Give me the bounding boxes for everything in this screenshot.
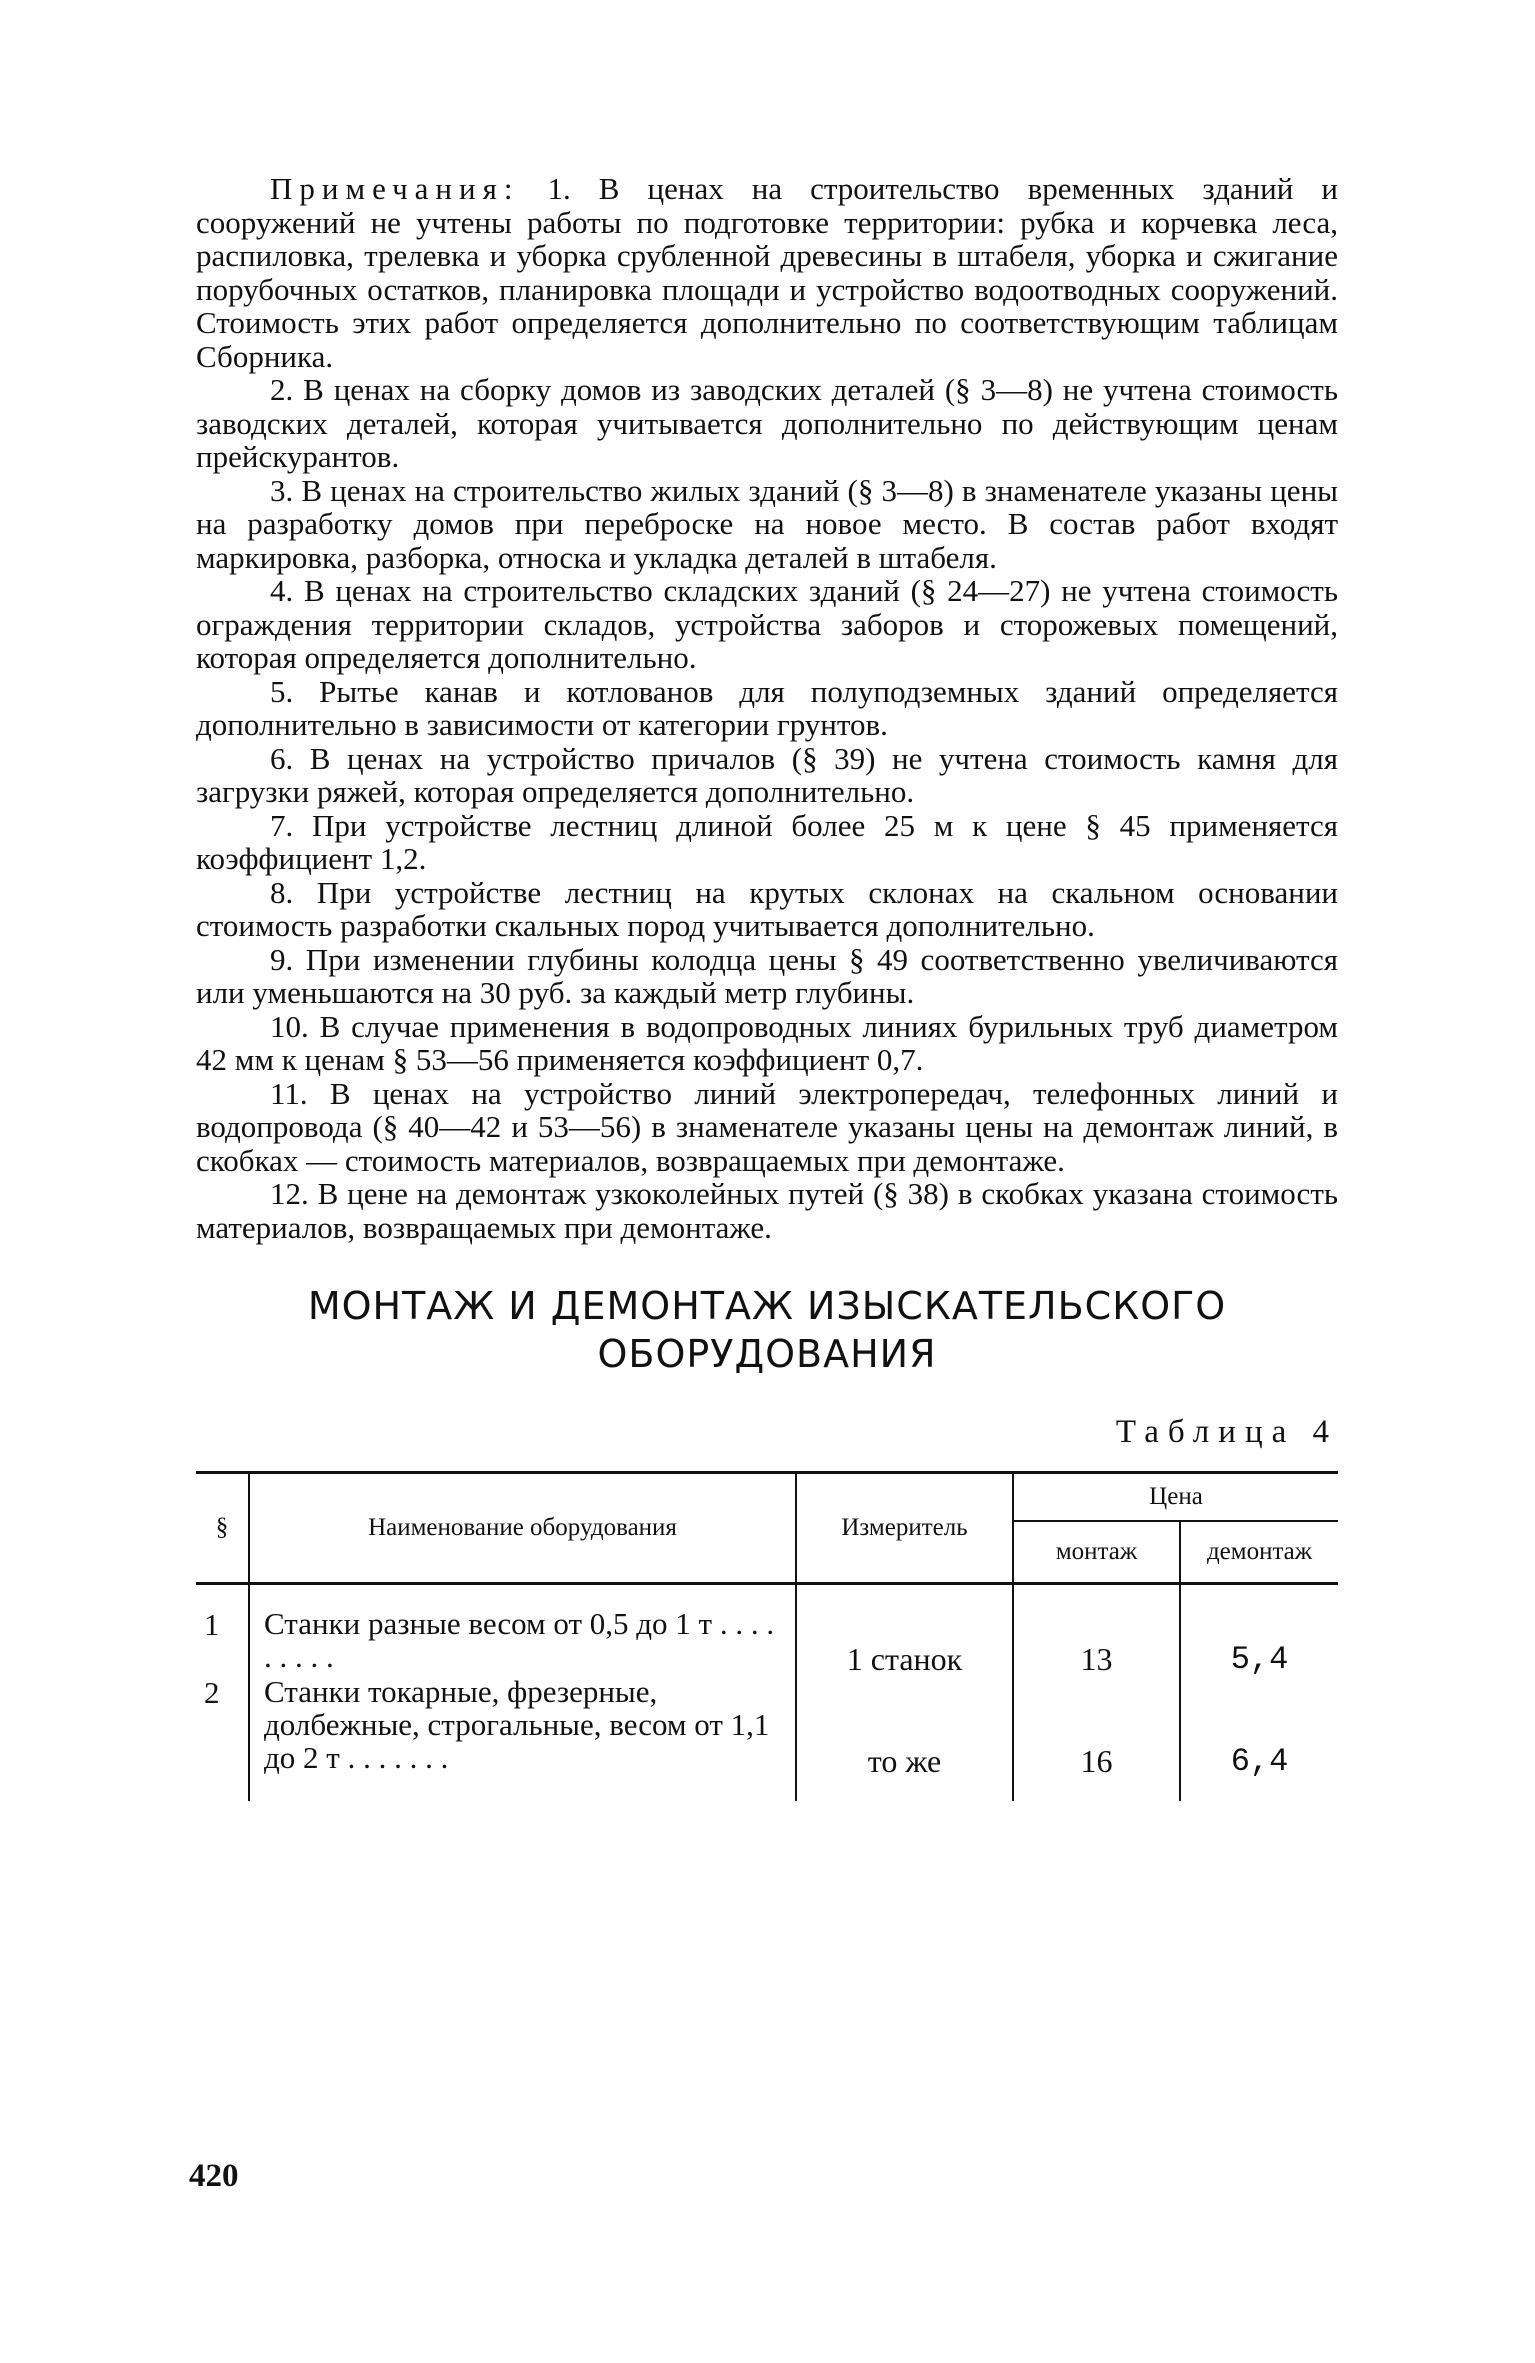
notes-lead: Примечания: bbox=[270, 171, 520, 206]
note-1 bbox=[196, 172, 1338, 373]
header-price: Цена bbox=[1013, 1473, 1338, 1522]
note-11: 11. В ценах на устройство линий электропередач, телефонных линий и водопровода (§ 40—42 и 53—56) в знаменателе указаны цены на демонтаж линий, в скобках — стоимость материалов, возвращаемых при демонтаже. bbox=[196, 1075, 1338, 1178]
header-equipment-name: Наименование оборудования bbox=[249, 1473, 796, 1584]
section-title-line-1: МОНТАЖ И ДЕМОНТАЖ ИЗЫСКАТЕЛЬСКОГО bbox=[307, 1284, 1227, 1328]
header-section-sign: § bbox=[196, 1473, 249, 1584]
row-2-name: Станки токарные, фрезерные, долбежные, строгальные, весом от 1,1 до 2 т . . . . . . . bbox=[264, 1674, 770, 1775]
note-9: 9. При изменении глубины колодца цены § 49 соответственно увеличиваются или уменьшаются на 30 руб. за каждый метр глубины. bbox=[196, 941, 1338, 1010]
note-10: 10. В случае применения в водопроводных линиях бурильных труб диаметром 42 мм к ценам § 53—56 применяется коэффициент 0,7. bbox=[196, 1008, 1338, 1077]
note-6: 6. В ценах на устройство причалов (§ 39) не учтена стоимость камня для загрузки ряжей, которая определяется дополнительно. bbox=[196, 740, 1338, 809]
section-title bbox=[196, 1282, 1338, 1378]
row-1-name: Станки разные весом от 0,5 до 1 т . . . . . . . . . bbox=[264, 1606, 775, 1674]
row-1-dismount: 5,4 bbox=[1230, 1641, 1289, 1678]
note-2: 2. В ценах на сборку домов из заводских деталей (§ 3—8) не учтена стоимость заводских деталей, которая учитывается дополнительно по действующим ценам прейскурантов. bbox=[196, 372, 1338, 474]
table-header-row bbox=[196, 1473, 1338, 1522]
row-1-unit: 1 станок bbox=[846, 1641, 963, 1677]
note-4: 4. В ценах на строительство складских зданий (§ 24—27) не учтена стоимость ограждения территории складов, устройства заборов и сторожевых помещений, которая определяется дополнительно. bbox=[196, 573, 1338, 675]
note-7: 7. При устройстве лестниц длиной более 25 м к цене § 45 применяется коэффициент 1,2. bbox=[196, 807, 1338, 876]
row-1-num: 1 bbox=[204, 1607, 220, 1642]
note-text: 1. В ценах на строительство временных зданий и сооружений не учтены работы по подготовке территории: рубка и корчевка леса, распиловка, трелевка и уборка срубленной древесины в штабеля, уборка и сжигание порубочных остатков, планировка площади и устройство водоотводных сооружений. Стоимость этих работ определяется дополнительно по соответствующим таблицам Сборника. bbox=[196, 171, 1338, 374]
row-2-unit: то же bbox=[867, 1743, 942, 1779]
header-unit: Измеритель bbox=[796, 1473, 1013, 1584]
note-5: 5. Рытье канав и котлованов для полуподземных зданий определяется дополнительно в зависимости от категории грунтов. bbox=[196, 673, 1338, 742]
table-label: Таблица 4 bbox=[1115, 1414, 1338, 1450]
row-2-dismount: 6,4 bbox=[1230, 1743, 1289, 1780]
document-page bbox=[196, 172, 1338, 1801]
mount-cell bbox=[1013, 1584, 1180, 1802]
table-body bbox=[196, 1584, 1338, 1802]
note-8: 8. При устройстве лестниц на крутых склонах на скальном основании стоимость разработки скальных пород учитывается дополнительно. bbox=[196, 874, 1338, 943]
section-title-line-2: ОБОРУДОВАНИЯ bbox=[597, 1332, 937, 1376]
note-12: 12. В цене на демонтаж узкоколейных путей (§ 38) в скобках указана стоимость материалов, возвращаемых при демонтаже. bbox=[196, 1176, 1338, 1245]
dismount-cell bbox=[1180, 1584, 1338, 1802]
header-dismount: демонтаж bbox=[1180, 1521, 1338, 1584]
num-cell bbox=[196, 1584, 249, 1802]
note-3: 3. В ценах на строительство жилых зданий (§ 3—8) в знаменателе указаны цены на разработку домов при переброске на новое место. В состав работ входят маркировка, разборка, относка и укладка деталей в штабеля. bbox=[196, 472, 1338, 575]
page-number: 420 bbox=[189, 2158, 239, 2194]
notes-block bbox=[196, 172, 1338, 1244]
row-2-mount: 16 bbox=[1080, 1743, 1113, 1779]
header-mount: монтаж bbox=[1013, 1521, 1180, 1584]
name-cell bbox=[249, 1584, 796, 1802]
row-2-num: 2 bbox=[204, 1675, 220, 1710]
row-1-mount: 13 bbox=[1080, 1641, 1113, 1677]
equipment-table bbox=[196, 1471, 1338, 1801]
unit-cell bbox=[796, 1584, 1013, 1802]
